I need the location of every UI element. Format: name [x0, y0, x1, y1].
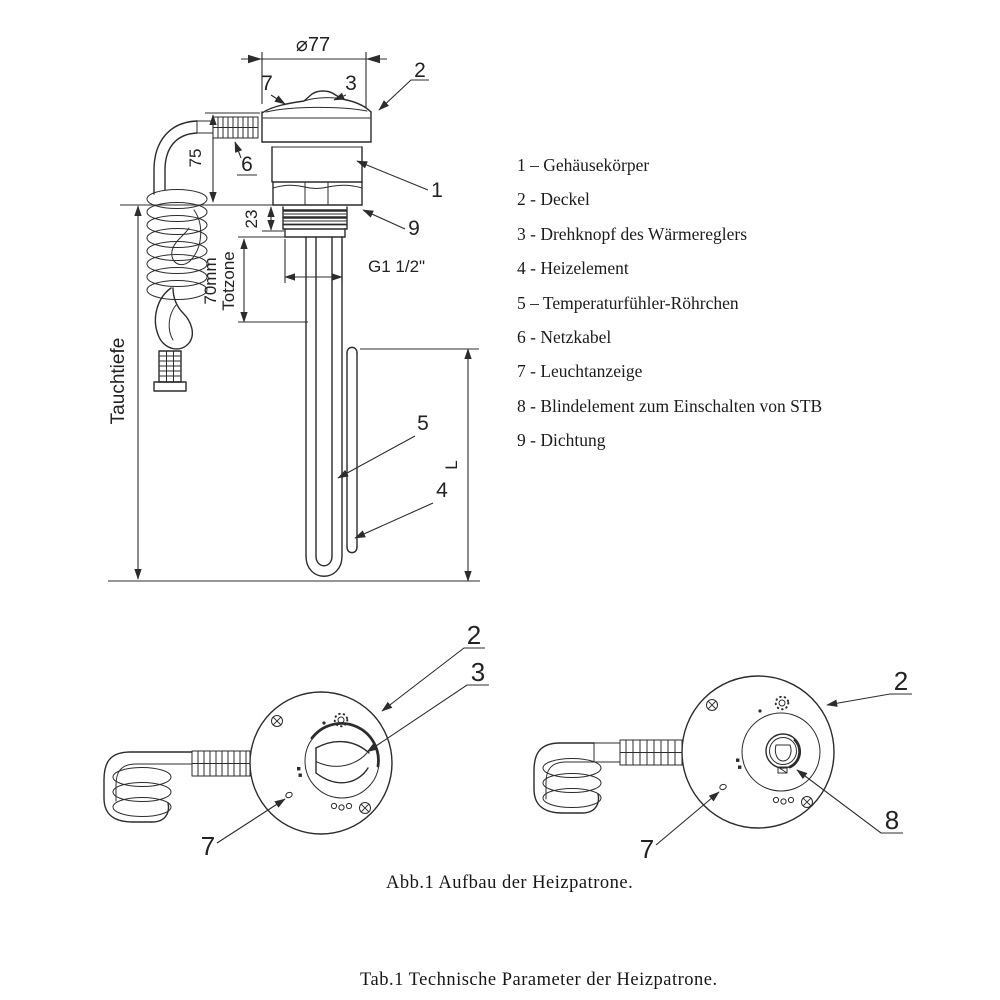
- callout-2-left: [382, 620, 485, 711]
- svg-text:7: 7: [200, 831, 216, 861]
- dimension-tauchtiefe: [108, 206, 138, 579]
- scale-mark: [738, 766, 741, 769]
- indicator-led: [719, 784, 727, 791]
- dim-tauchtiefe-label: Tauchtiefe: [108, 337, 129, 425]
- dimension-totzone: [201, 237, 308, 322]
- svg-text:5: 5: [417, 412, 429, 435]
- legend-item: 5 – Temperaturfühler-Röhrchen: [517, 292, 739, 313]
- bottom-view-right: [534, 666, 912, 864]
- cover-outline: [250, 692, 392, 834]
- sensor-tube: [347, 347, 357, 552]
- vent-holes: [773, 797, 793, 804]
- svg-text:4: 4: [436, 479, 448, 502]
- svg-text:1: 1: [431, 179, 443, 202]
- vent-holes: [331, 803, 351, 810]
- callout-2-right: [827, 666, 912, 705]
- dim-length-label: L: [442, 460, 461, 470]
- legend-item: 9 - Dichtung: [517, 430, 606, 451]
- callout-7-left: [201, 799, 285, 861]
- dim-totzone-label: Totzone: [219, 251, 238, 311]
- thread-section: [283, 207, 347, 229]
- callout-3-left: [367, 657, 489, 752]
- flange: [285, 229, 345, 237]
- screw-icon: [802, 797, 813, 808]
- diameter-dim-label: ⌀77: [295, 34, 331, 56]
- legend-item: 2 - Deckel: [517, 189, 590, 210]
- svg-text:7: 7: [261, 72, 273, 95]
- svg-text:2: 2: [414, 59, 426, 82]
- scale-mark: [299, 774, 302, 777]
- scale-mark: [297, 767, 300, 770]
- legend-item: 1 – Gehäusekörper: [517, 155, 650, 175]
- screw-icon: [360, 803, 371, 814]
- cable-right-view: [534, 740, 682, 813]
- callout-1-main: [357, 161, 443, 202]
- legend-item: 4 - Heizelement: [517, 258, 629, 279]
- cover-band: [262, 112, 371, 147]
- main-view: [108, 34, 480, 581]
- svg-text:6: 6: [241, 153, 253, 176]
- callout-4-main: [355, 479, 448, 538]
- svg-text:8: 8: [884, 805, 900, 835]
- svg-text:7: 7: [639, 834, 655, 864]
- legend-item: 7 - Leuchtanzeige: [517, 361, 643, 382]
- callout-6-main: [235, 142, 257, 176]
- table-caption: Tab.1 Technische Parameter der Heizpatrone.: [360, 970, 718, 990]
- heating-tube: [306, 237, 342, 576]
- callout-2-main: [379, 59, 429, 110]
- legend-item: 8 - Blindelement zum Einschalten von STB: [517, 395, 823, 416]
- legend-item: 6 - Netzkabel: [517, 327, 612, 348]
- screw-icon: [707, 700, 718, 711]
- dim-thread-label: G1 1/2": [368, 257, 426, 276]
- callout-5-main: [338, 412, 429, 478]
- housing-body: [272, 147, 362, 182]
- svg-text:9: 9: [408, 217, 420, 240]
- indicator-led: [285, 791, 293, 798]
- dim-70mm-label: 70mm: [201, 257, 220, 305]
- svg-text:2: 2: [466, 620, 482, 650]
- thermostat-knob: [316, 742, 369, 783]
- hex-nut: [273, 182, 362, 205]
- cable-left-view: [104, 751, 250, 822]
- dimension-length: [360, 349, 479, 581]
- dim-23-label: 23: [242, 209, 261, 229]
- callout-7-main: [261, 72, 285, 104]
- scale-mark: [736, 759, 739, 762]
- dim-75-label: 75: [186, 148, 205, 168]
- dimension-23: [242, 207, 284, 231]
- bottom-view-left: [104, 620, 489, 861]
- svg-text:3: 3: [345, 72, 357, 95]
- legend-item: 3 - Drehknopf des Wärmereglers: [517, 223, 748, 244]
- scale-dot: [758, 709, 761, 712]
- screw-icon: [272, 716, 283, 727]
- figure-caption: Abb.1 Aufbau der Heizpatrone.: [386, 873, 634, 893]
- scale-dot: [322, 721, 325, 724]
- svg-text:2: 2: [893, 666, 909, 696]
- stb-spindle: [766, 734, 800, 773]
- svg-text:3: 3: [470, 657, 486, 687]
- knob-recess: [742, 713, 820, 791]
- dimension-diameter: [241, 34, 387, 108]
- max-temp-icon: [776, 697, 789, 710]
- legend: [517, 148, 822, 458]
- callout-9-main: [363, 210, 420, 240]
- callout-7-right: [640, 792, 719, 864]
